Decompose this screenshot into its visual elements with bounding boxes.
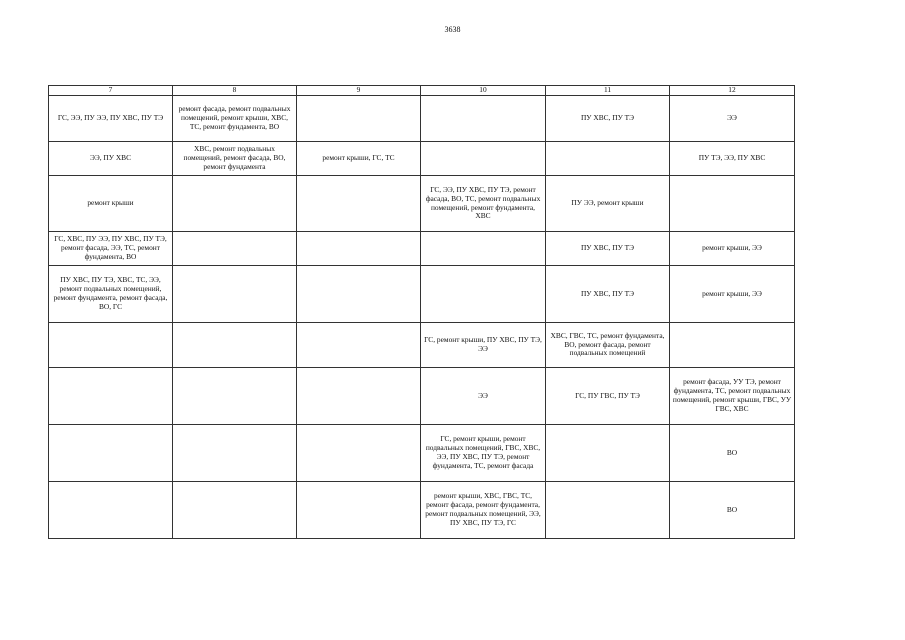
column-header-11: 11 [546, 86, 670, 96]
table-row [49, 266, 795, 323]
table-cell: ГС, ХВС, ПУ ЭЭ, ПУ ХВС, ПУ ТЭ, ремонт фасада, ЭЭ, ТС, ремонт фундамента, ВО [49, 232, 173, 266]
table-cell: ХВС, ГВС, ТС, ремонт фундамента, ВО, ремонт фасада, ремонт подвальных помещений [546, 323, 670, 368]
table-cell [173, 323, 297, 368]
table-cell [49, 482, 173, 539]
table-cell [297, 323, 421, 368]
table-cell [546, 482, 670, 539]
table-cell [49, 368, 173, 425]
table-cell: ГС, ЭЭ, ПУ ХВС, ПУ ТЭ, ремонт фасада, ВО, ТС, ремонт подвальных помещений, ремонт фундамента, ХВС [421, 176, 546, 232]
table-row [49, 142, 795, 176]
table-cell [173, 368, 297, 425]
column-header-8: 8 [173, 86, 297, 96]
table-cell: ЭЭ, ПУ ХВС [49, 142, 173, 176]
table-cell: ПУ ТЭ, ЭЭ, ПУ ХВС [670, 142, 795, 176]
table-row [49, 482, 795, 539]
table-cell: ПУ ХВС, ПУ ТЭ, ХВС, ТС, ЭЭ, ремонт подвальных помещений, ремонт фундамента, ремонт фасада, ВО, ГС [49, 266, 173, 323]
table-cell: ремонт крыши, ЭЭ [670, 266, 795, 323]
table-cell: ПУ ХВС, ПУ ТЭ [546, 96, 670, 142]
table-cell [49, 425, 173, 482]
table-cell [297, 266, 421, 323]
table-row [49, 176, 795, 232]
table-cell [297, 368, 421, 425]
table-cell: ремонт фасада, ремонт подвальных помещений, ремонт крыши, ХВС, ТС, ремонт фундамента, ВО [173, 96, 297, 142]
table-cell [421, 142, 546, 176]
column-header-7: 7 [49, 86, 173, 96]
table-cell: ВО [670, 425, 795, 482]
table-cell: ПУ ЭЭ, ремонт крыши [546, 176, 670, 232]
table-cell [421, 266, 546, 323]
table-cell: ремонт крыши, ГС, ТС [297, 142, 421, 176]
table-row [49, 425, 795, 482]
table-cell [173, 176, 297, 232]
header-row [49, 86, 795, 96]
table-cell: ВО [670, 482, 795, 539]
table-cell [173, 266, 297, 323]
table-cell: ЭЭ [421, 368, 546, 425]
table-row [49, 96, 795, 142]
table-cell [546, 142, 670, 176]
table-cell [546, 425, 670, 482]
table-cell: ремонт крыши [49, 176, 173, 232]
table-cell [670, 176, 795, 232]
table-cell: ГС, ремонт крыши, ПУ ХВС, ПУ ТЭ, ЭЭ [421, 323, 546, 368]
table-cell: ремонт крыши, ХВС, ГВС, ТС, ремонт фасада, ремонт фундамента, ремонт подвальных помещений, ЭЭ, ПУ ХВС, ПУ ТЭ, ГС [421, 482, 546, 539]
table-cell: ГС, ЭЭ, ПУ ЭЭ, ПУ ХВС, ПУ ТЭ [49, 96, 173, 142]
table-cell: ЭЭ [670, 96, 795, 142]
table-cell: ГС, ремонт крыши, ремонт подвальных помещений, ГВС, ХВС, ЭЭ, ПУ ХВС, ПУ ТЭ, ремонт фундамента, ТС, ремонт фасада [421, 425, 546, 482]
table-cell [297, 425, 421, 482]
table-cell: ПУ ХВС, ПУ ТЭ [546, 266, 670, 323]
table-cell [297, 482, 421, 539]
table-cell [297, 96, 421, 142]
table-cell [297, 232, 421, 266]
table-cell: ремонт крыши, ЭЭ [670, 232, 795, 266]
table-cell: ГС, ПУ ГВС, ПУ ТЭ [546, 368, 670, 425]
table-cell [173, 232, 297, 266]
table-cell [297, 176, 421, 232]
table-cell [421, 96, 546, 142]
table-cell: ХВС, ремонт подвальных помещений, ремонт фасада, ВО, ремонт фундамента [173, 142, 297, 176]
table-row [49, 368, 795, 425]
works-table [48, 85, 795, 539]
table-cell [49, 323, 173, 368]
table-row [49, 323, 795, 368]
column-header-9: 9 [297, 86, 421, 96]
table-cell: ПУ ХВС, ПУ ТЭ [546, 232, 670, 266]
column-header-12: 12 [670, 86, 795, 96]
page-number: 3638 [444, 25, 461, 34]
table-row [49, 232, 795, 266]
table-cell: ремонт фасада, УУ ТЭ, ремонт фундамента, ТС, ремонт подвальных помещений, ремонт крыши, ГВС, УУ ГВС, ХВС [670, 368, 795, 425]
table-cell [421, 232, 546, 266]
table-cell [173, 482, 297, 539]
table-cell [173, 425, 297, 482]
column-header-10: 10 [421, 86, 546, 96]
table-cell [670, 323, 795, 368]
